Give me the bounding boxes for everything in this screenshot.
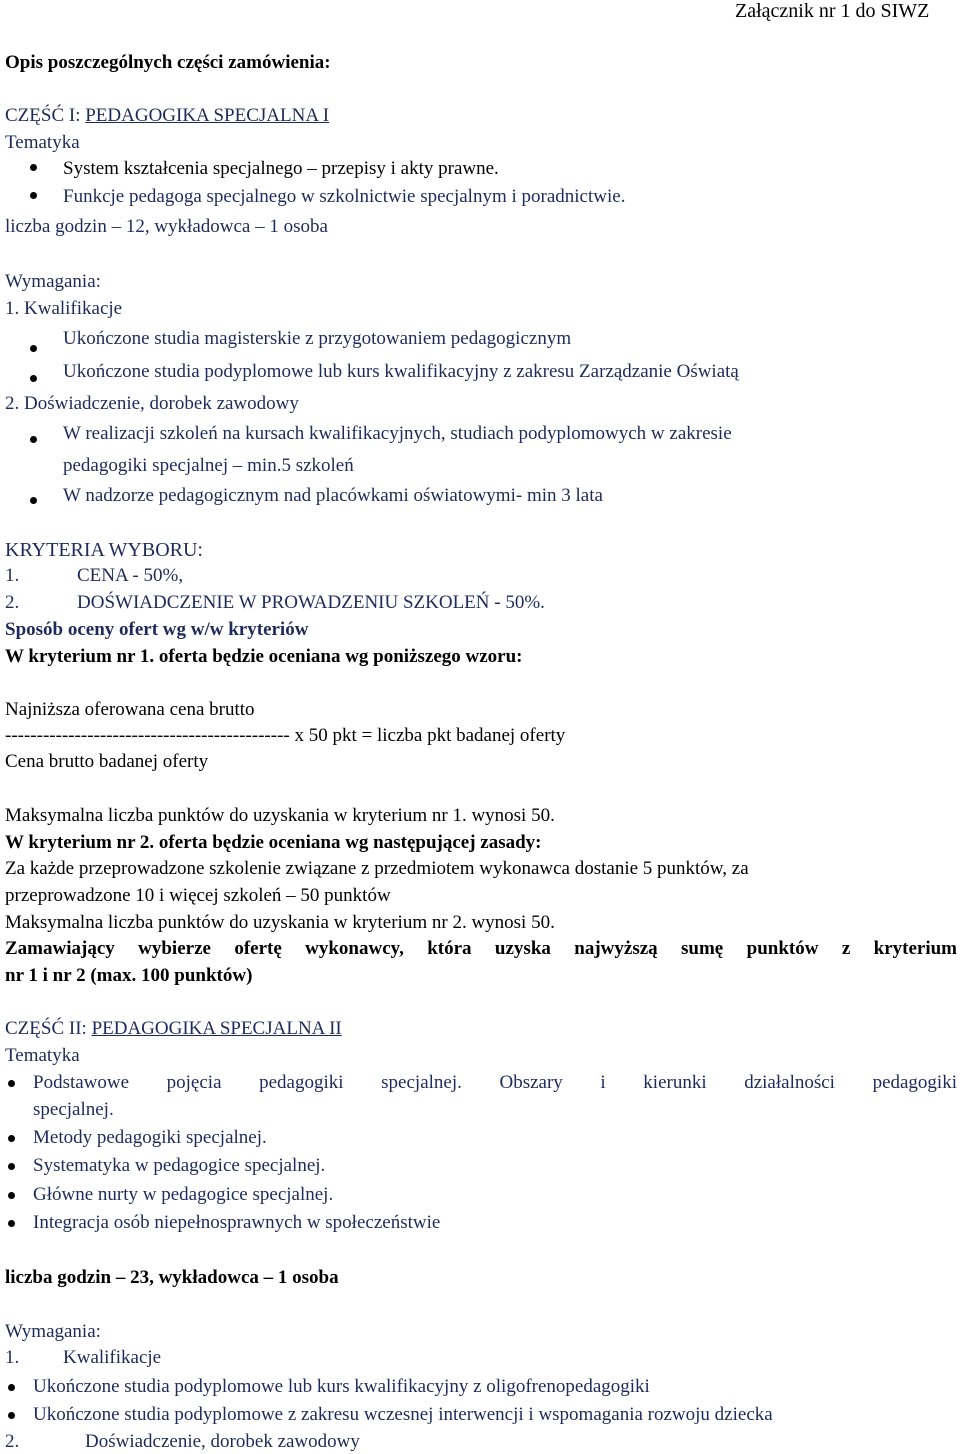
part1-name: PEDAGOGIKA SPECJALNA I bbox=[85, 105, 330, 126]
part1-experience-item: W nadzorze pedagogicznym nad placówkami oświatowymi- min 3 lata bbox=[63, 485, 603, 506]
part1-qualification-item: Ukończone studia magisterskie z przygotowaniem pedagogicznym bbox=[63, 328, 572, 349]
part2-heading bbox=[5, 1018, 342, 1040]
bullet-icon bbox=[8, 1192, 15, 1199]
part2-topic-heading: Tematyka bbox=[5, 1045, 80, 1066]
bullet-icon bbox=[8, 1384, 15, 1391]
bullet-icon bbox=[8, 1135, 15, 1142]
part2-qualification-item: Ukończone studia podyplomowe lub kurs kwalifikacyjny z oligofrenopedagogiki bbox=[33, 1376, 650, 1397]
part1-topic-heading: Tematyka bbox=[5, 132, 80, 153]
evaluation-method-heading: Sposób oceny ofert wg w/w kryteriów bbox=[5, 619, 309, 640]
intro-heading: Opis poszczególnych części zamówienia: bbox=[5, 52, 331, 73]
criterion2-rule-line1: Za każde przeprowadzone szkolenie związane z przedmiotem wykonawca dostanie 5 punktów, za bbox=[5, 858, 749, 879]
part2-qualification-item: Ukończone studia podyplomowe z zakresu wczesnej interwencji i wspomagania rozwoju dziecka bbox=[33, 1404, 773, 1425]
bullet-icon bbox=[30, 164, 37, 171]
formula-numerator: Najniższa oferowana cena brutto bbox=[5, 699, 255, 720]
part2-topic-item: Systematyka w pedagogice specjalnej. bbox=[33, 1155, 326, 1176]
bullet-icon bbox=[8, 1163, 15, 1170]
criterion2-heading: W kryterium nr 2. oferta będzie oceniana wg następującej zasady: bbox=[5, 832, 542, 853]
bullet-icon bbox=[30, 436, 37, 443]
part1-topic-item: Funkcje pedagoga specjalnego w szkolnictwie specjalnym i poradnictwie. bbox=[63, 186, 626, 207]
part2-qualifications-heading: Kwalifikacje bbox=[63, 1347, 162, 1368]
bullet-icon bbox=[8, 1080, 15, 1087]
bullet-icon bbox=[8, 1220, 15, 1227]
criteria-item-num: 2. bbox=[5, 592, 20, 613]
part2-topic-item-line1: Podstawowe pojęcia pedagogiki specjalnej. Obszary i kierunki działalności pedagogiki bbox=[33, 1072, 957, 1093]
part1-qualifications-heading: 1. Kwalifikacje bbox=[5, 298, 123, 319]
part2-topic-item: Integracja osób niepełnosprawnych w społeczeństwie bbox=[33, 1212, 441, 1233]
formula-line: --------------------------------------------- x 50 pkt = liczba pkt badanej oferty bbox=[5, 725, 566, 746]
part1-prefix: CZĘŚĆ I: bbox=[5, 105, 86, 126]
criteria-item-text: DOŚWIADCZENIE W PROWADZENIU SZKOLEŃ - 50%. bbox=[77, 592, 545, 613]
summary-line1: Zamawiający wybierze ofertę wykonawcy, która uzyska najwyższą sumę punktów z kryterium bbox=[5, 938, 957, 959]
part1-experience-item-line1: W realizacji szkoleń na kursach kwalifikacyjnych, studiach podyplomowych w zakresie bbox=[63, 423, 732, 444]
summary-line2: nr 1 i nr 2 (max. 100 punktów) bbox=[5, 965, 253, 986]
part2-topic-item: Główne nurty w pedagogice specjalnej. bbox=[33, 1184, 334, 1205]
annex-label: Załącznik nr 1 do SIWZ bbox=[735, 0, 930, 22]
part2-topic-item: Metody pedagogiki specjalnej. bbox=[33, 1127, 267, 1148]
part1-requirements-heading: Wymagania: bbox=[5, 271, 101, 292]
criteria-item-num: 1. bbox=[5, 565, 20, 586]
criterion2-max-points: Maksymalna liczba punktów do uzyskania w kryterium nr 2. wynosi 50. bbox=[5, 912, 555, 933]
criterion1-max-points: Maksymalna liczba punktów do uzyskania w kryterium nr 1. wynosi 50. bbox=[5, 805, 555, 826]
part1-topic-item: System kształcenia specjalnego – przepisy i akty prawne. bbox=[63, 158, 499, 179]
part2-prefix: CZĘŚĆ II: bbox=[5, 1018, 92, 1039]
part2-requirements-heading: Wymagania: bbox=[5, 1321, 101, 1342]
part2-experience-heading: Doświadczenie, dorobek zawodowy bbox=[85, 1431, 360, 1452]
bullet-icon bbox=[8, 1412, 15, 1419]
criteria-item-text: CENA - 50%, bbox=[77, 565, 184, 586]
criteria-heading: KRYTERIA WYBORU: bbox=[5, 539, 203, 561]
criterion2-rule-line2: przeprowadzone 10 i więcej szkoleń – 50 punktów bbox=[5, 885, 391, 906]
part1-hours: liczba godzin – 12, wykładowca – 1 osoba bbox=[5, 216, 328, 237]
bullet-icon bbox=[30, 375, 37, 382]
part2-topic-item-line2: specjalnej. bbox=[33, 1099, 114, 1120]
bullet-icon bbox=[30, 345, 37, 352]
part1-heading bbox=[5, 105, 329, 127]
part2-experience-num: 2. bbox=[5, 1431, 20, 1452]
part1-qualification-item: Ukończone studia podyplomowe lub kurs kwalifikacyjny z zakresu Zarządzanie Oświatą bbox=[63, 361, 739, 382]
part2-hours: liczba godzin – 23, wykładowca – 1 osoba bbox=[5, 1267, 339, 1288]
bullet-icon bbox=[30, 192, 37, 199]
part1-experience-item-line2: pedagogiki specjalnej – min.5 szkoleń bbox=[63, 455, 354, 476]
bullet-icon bbox=[30, 497, 37, 504]
formula-denominator: Cena brutto badanej oferty bbox=[5, 751, 209, 772]
criterion1-heading: W kryterium nr 1. oferta będzie oceniana wg poniższego wzoru: bbox=[5, 646, 523, 667]
part2-name: PEDAGOGIKA SPECJALNA II bbox=[91, 1018, 342, 1039]
part2-qualifications-num: 1. bbox=[5, 1347, 20, 1368]
part1-experience-heading: 2. Doświadczenie, dorobek zawodowy bbox=[5, 393, 299, 414]
